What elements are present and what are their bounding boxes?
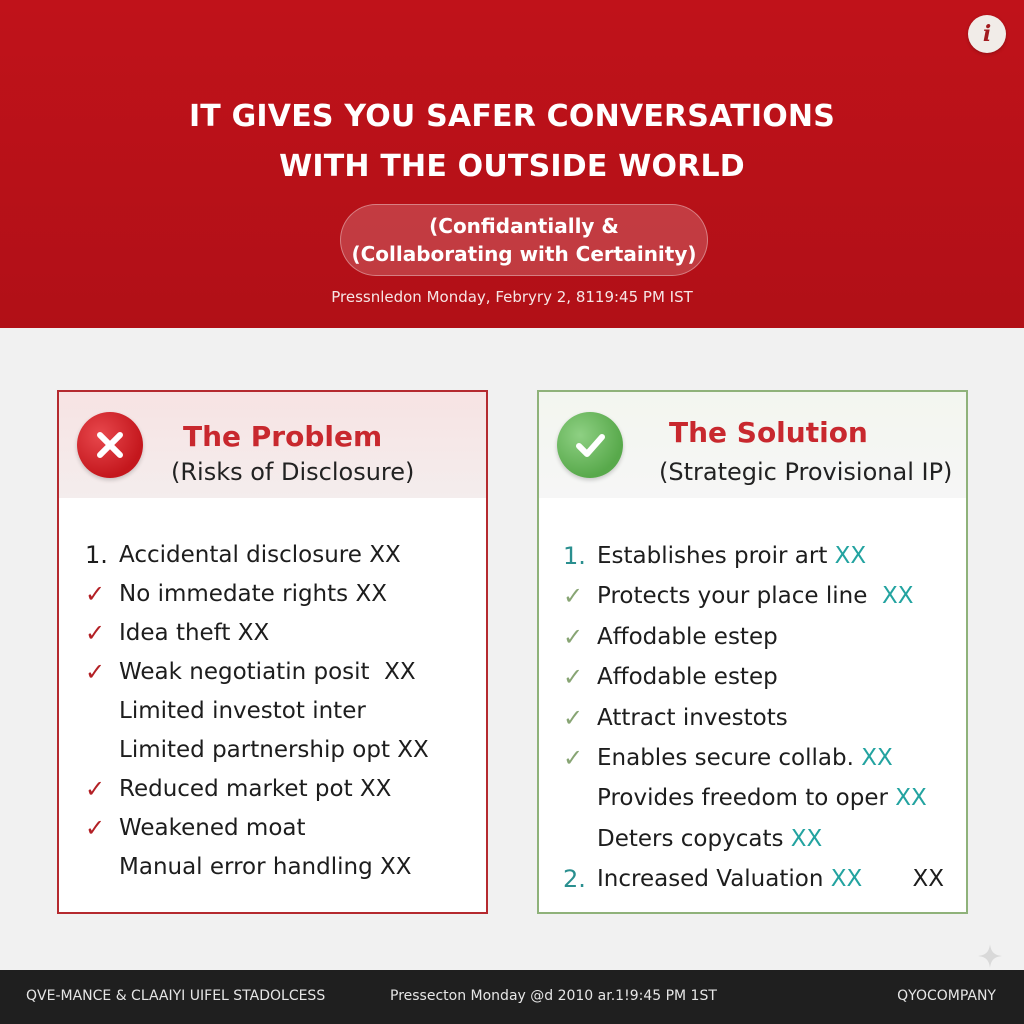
xx-placeholder: XX xyxy=(861,744,893,771)
problem-list-item xyxy=(59,770,486,809)
problem-list xyxy=(59,536,486,887)
problem-list-item xyxy=(59,653,486,692)
footer-company-name: QYOCOMPANY xyxy=(897,988,996,1004)
list-item-text: Accidental disclosure XX xyxy=(119,542,401,568)
solution-list-item xyxy=(539,778,966,818)
xx-placeholder-extra: XX xyxy=(912,866,944,893)
checkmark-icon: ✓ xyxy=(85,814,106,842)
list-item-text: Manual error handling XX xyxy=(119,854,412,880)
tagline-line-1: (Confidantially & xyxy=(429,214,619,238)
footer-left-text: QVE-MANCE & CLAAIYI UIFEL STADOLCESS xyxy=(26,988,326,1004)
checkmark-icon: ✓ xyxy=(85,658,106,686)
list-item-text: Provides freedom to oper xyxy=(597,785,896,812)
solution-list-item xyxy=(539,698,966,738)
date-line: Pressnledon Monday, Febryry 2, 8119:45 PM IST xyxy=(331,288,693,306)
problem-list-item xyxy=(59,692,486,731)
list-item-text: Attract investots xyxy=(597,704,788,731)
footer-middle-text: Pressecton Monday @d 2010 ar.1!9:45 PM 1ST xyxy=(390,988,717,1004)
list-item-text: Weakened moat xyxy=(119,815,306,841)
checkmark-icon: ✓ xyxy=(563,582,584,611)
xx-placeholder: XX xyxy=(830,866,863,893)
list-item-text: Protects your place line xyxy=(597,583,882,610)
problem-card xyxy=(57,390,488,914)
list-item-text: Reduced market pot XX xyxy=(119,776,392,802)
solution-list-item xyxy=(539,859,966,899)
solution-list-item xyxy=(539,819,966,859)
checkmark-icon: ✓ xyxy=(85,580,106,608)
list-item-text: Enables secure collab. xyxy=(597,744,862,771)
x-circle-icon xyxy=(77,412,143,478)
list-item-text: Increased Valuation xyxy=(597,866,831,893)
solution-list-item xyxy=(539,657,966,697)
list-item-text: Limited partnership opt XX xyxy=(119,737,429,763)
list-item-text: Limited investot inter xyxy=(119,698,366,724)
header-banner xyxy=(0,0,1024,328)
list-item-text: No immedate rights XX xyxy=(119,581,387,607)
solution-card xyxy=(537,390,968,914)
solution-list-item xyxy=(539,576,966,616)
problem-list-item xyxy=(59,536,486,575)
problem-subtitle: (Risks of Disclosure) xyxy=(171,458,415,486)
headline xyxy=(0,92,1024,192)
list-number: 2. xyxy=(563,865,586,894)
solution-list-item xyxy=(539,536,966,576)
list-item-text: Deters copycats xyxy=(597,825,791,852)
solution-card-header xyxy=(539,392,966,498)
problem-list-item xyxy=(59,575,486,614)
list-item-text: Affodable estep xyxy=(597,664,778,691)
solution-list-item xyxy=(539,617,966,657)
checkmark-icon: ✓ xyxy=(85,775,106,803)
tagline-pill xyxy=(340,204,708,276)
checkmark-icon: ✓ xyxy=(563,663,584,692)
solution-list xyxy=(539,536,966,900)
problem-list-item xyxy=(59,731,486,770)
checkmark-icon: ✓ xyxy=(563,703,584,732)
list-number: 1. xyxy=(85,541,108,569)
problem-list-item xyxy=(59,614,486,653)
list-number: 1. xyxy=(563,542,586,570)
solution-list-item xyxy=(539,738,966,778)
problem-list-item xyxy=(59,848,486,887)
checkmark-icon: ✓ xyxy=(85,619,106,647)
problem-list-item xyxy=(59,809,486,848)
xx-placeholder: XX xyxy=(790,825,823,852)
problem-card-header xyxy=(59,392,486,498)
tagline-line-2: (Collaborating with Certainity) xyxy=(351,242,697,266)
list-item-text: Weak negotiatin posit XX xyxy=(119,659,416,685)
checkmark-icon: ✓ xyxy=(563,743,584,772)
checkmark-icon: ✓ xyxy=(563,622,584,651)
problem-title: The Problem xyxy=(183,420,383,453)
list-item-text: Idea theft XX xyxy=(119,620,270,646)
info-icon[interactable]: i xyxy=(968,15,1006,53)
headline-line-1: IT GIVES YOU SAFER CONVERSATIONS xyxy=(188,99,836,134)
xx-placeholder: XX xyxy=(895,785,927,812)
list-item-text: Affodable estep xyxy=(597,623,778,650)
check-circle-icon xyxy=(557,412,623,478)
footer-bar xyxy=(0,970,1024,1024)
list-item-text: Establishes proir art xyxy=(597,543,835,569)
xx-placeholder: XX xyxy=(881,583,914,610)
solution-title: The Solution xyxy=(669,416,868,449)
xx-placeholder: XX xyxy=(834,543,867,569)
sparkle-icon xyxy=(978,944,1002,968)
solution-subtitle: (Strategic Provisional IP) xyxy=(659,458,953,486)
headline-line-2: WITH THE OUTSIDE WORLD xyxy=(279,149,745,184)
